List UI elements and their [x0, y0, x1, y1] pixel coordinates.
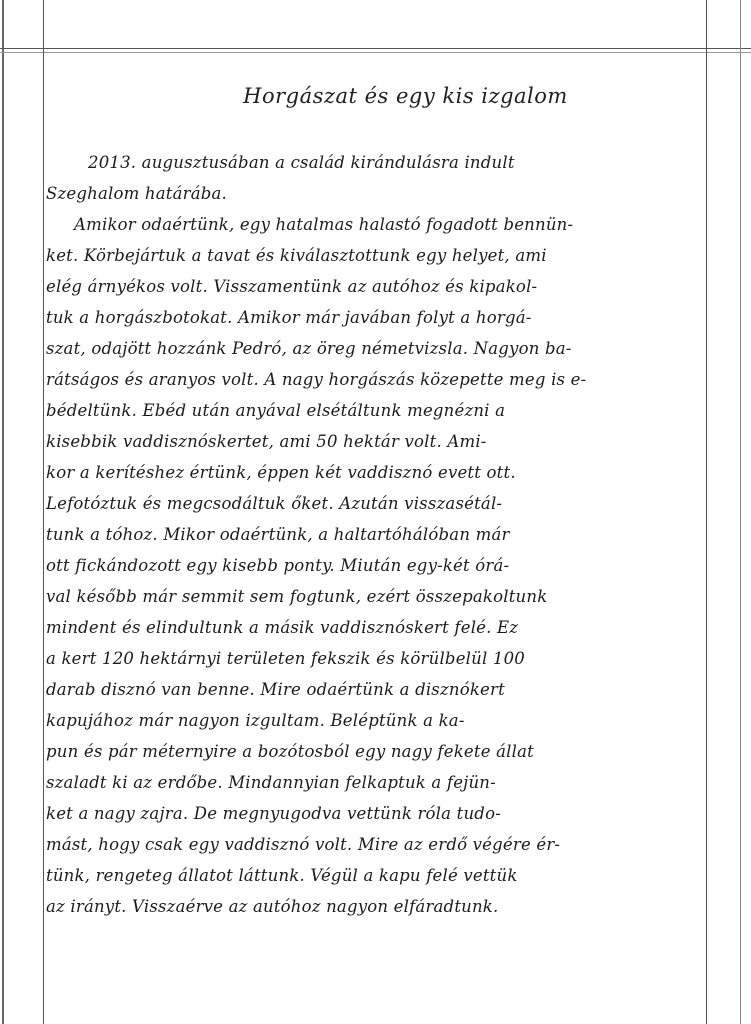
left-margin-line: [43, 0, 44, 1024]
text-line: az irányt. Visszaérve az autóhoz nagyon elfáradtunk.: [46, 897, 499, 916]
text-line: mindent és elindultunk a másik vaddisznóskert felé. Ez: [46, 618, 519, 637]
text-line: a kert 120 hektárnyi területen fekszik és körülbelül 100: [46, 649, 525, 668]
text-line: val később már semmit sem fogtunk, ezért összepakoltunk: [46, 587, 548, 606]
page-title: Horgászat és egy kis izgalom: [243, 84, 568, 108]
top-margin-line: [0, 48, 751, 49]
text-line: tünk, rengeteg állatot láttunk. Végül a kapu felé vettük: [46, 866, 518, 885]
text-line: elég árnyékos volt. Visszamentünk az autóhoz és kipakol-: [46, 277, 538, 296]
text-line: tunk a tóhoz. Mikor odaértünk, a haltartóhálóban már: [46, 525, 510, 544]
text-line: ket. Körbejártuk a tavat és kiválasztottunk egy helyet, ami: [46, 246, 547, 265]
right-edge-line: [740, 0, 741, 1024]
right-margin-line: [706, 0, 707, 1024]
text-line: Szeghalom határába.: [46, 184, 227, 203]
text-line: szaladt ki az erdőbe. Mindannyian felkaptuk a fejün-: [46, 773, 496, 792]
text-line: 2013. augusztusában a család kirándulásra indult: [88, 153, 515, 172]
text-line: tuk a horgászbotokat. Amikor már javában folyt a horgá-: [46, 308, 532, 327]
text-line: Amikor odaértünk, egy hatalmas halastó fogadott bennün-: [74, 215, 574, 234]
text-line: szat, odajött hozzánk Pedró, az öreg németvizsla. Nagyon ba-: [46, 339, 572, 358]
text-line: ket a nagy zajra. De megnyugodva vettünk róla tudo-: [46, 804, 501, 823]
text-line: Lefotóztuk és megcsodáltuk őket. Azután visszasétál-: [46, 494, 503, 513]
text-line: kor a kerítéshez értünk, éppen két vaddisznó evett ott.: [46, 463, 516, 482]
text-line: rátságos és aranyos volt. A nagy horgászás közepette meg is e-: [46, 370, 587, 389]
text-line: kisebbik vaddisznóskertet, ami 50 hektár volt. Ami-: [46, 432, 487, 451]
text-line: bédeltünk. Ebéd után anyával elsétáltunk megnézni a: [46, 401, 506, 420]
text-line: ott fickándozott egy kisebb ponty. Miután egy-két órá-: [46, 556, 510, 575]
text-line: darab disznó van benne. Mire odaértünk a disznókert: [46, 680, 505, 699]
text-line: pun és pár méternyire a bozótosból egy nagy fekete állat: [46, 742, 534, 761]
top-margin-line-secondary: [0, 52, 751, 53]
text-line: kapujához már nagyon izgultam. Beléptünk a ka-: [46, 711, 465, 730]
text-line: mást, hogy csak egy vaddisznó volt. Mire az erdő végére ér-: [46, 835, 561, 854]
page-edge-left: [2, 0, 4, 1024]
